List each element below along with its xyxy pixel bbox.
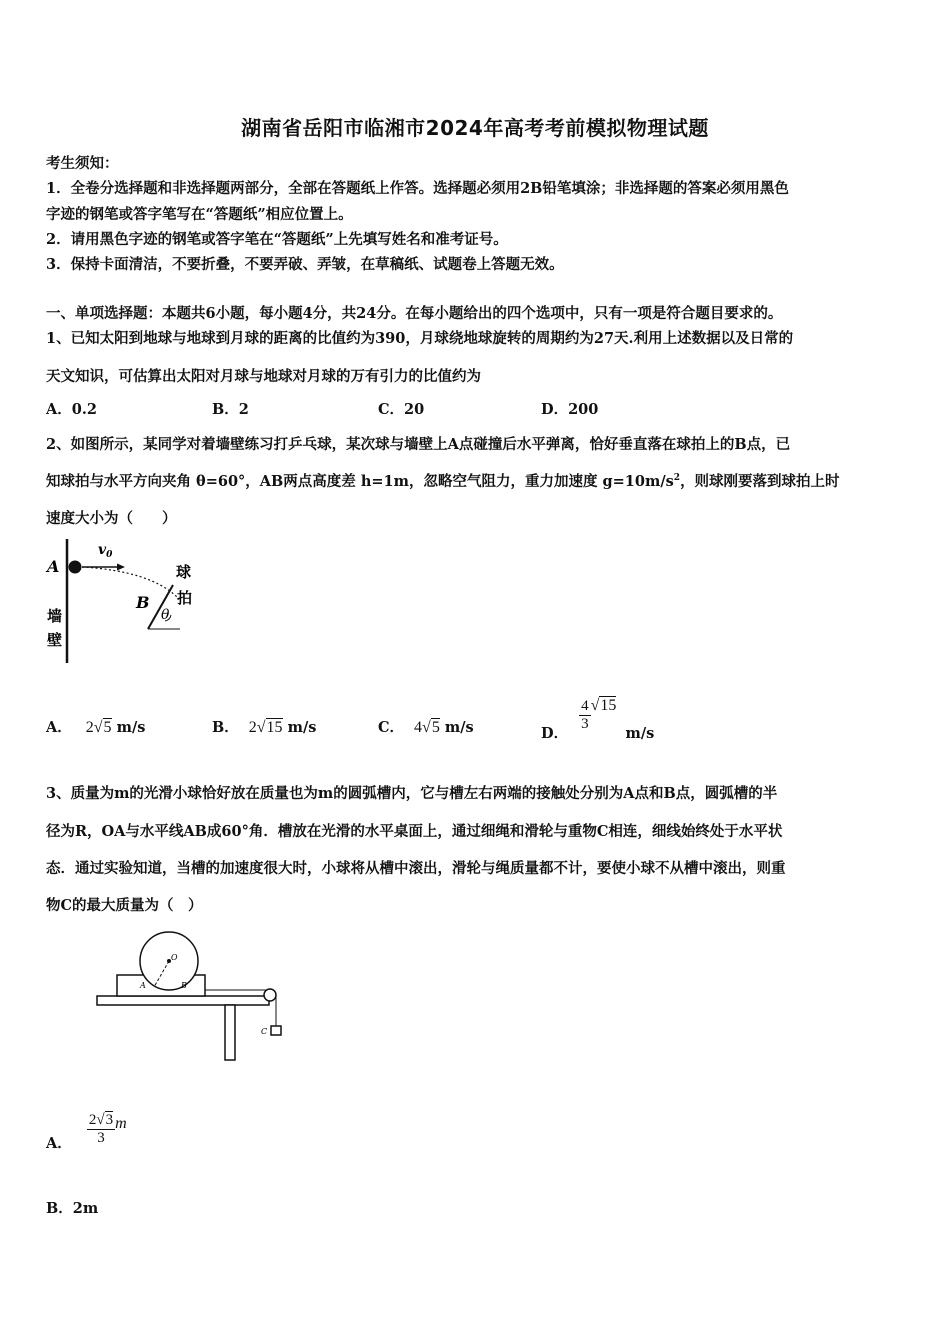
label-o: O: [171, 953, 178, 962]
q3-option-b: B．2m: [46, 1200, 99, 1217]
section-heading: 一、单项选择题：本题共6小题，每小题4分，共24分。在每小题给出的四个选项中，只有一项是符合题目要求的。: [46, 305, 783, 322]
q1-text: 天文知识，可估算出太阳对月球与地球对月球的万有引力的比值约为: [46, 368, 481, 385]
table-leg: [225, 1005, 235, 1060]
q3-text: 径为R，OA与水平线AB成60°角．槽放在光滑的水平桌面上，通过细绳和滑轮与重物C相连，细线始终处于水平状: [46, 823, 783, 840]
q2-text: 速度大小为（ ）: [46, 510, 177, 527]
q1-option-b: B．2: [212, 401, 249, 418]
page-title: 湖南省岳阳市临湘市2024年高考考前模拟物理试题: [241, 116, 709, 140]
label-wall: 墙: [47, 607, 63, 625]
table-top: [97, 996, 269, 1005]
q3-text: 物C的最大质量为（ ）: [46, 897, 203, 914]
label-racket: 拍: [177, 589, 193, 607]
q1-option-d: D．200: [541, 401, 599, 418]
label-wall: 壁: [47, 631, 63, 649]
q1-option-a: A．0.2: [46, 401, 97, 418]
label-b: B: [136, 593, 150, 612]
notice-item: 字迹的钢笔或答字笔写在“答题纸”相应位置上。: [46, 206, 353, 223]
label-b: B: [181, 981, 187, 990]
q1-option-c: C．20: [378, 401, 425, 418]
notice-item: 1．全卷分选择题和非选择题两部分，全部在答题纸上作答。选择题必须用2B铅笔填涂；非选择题的答案必须用黑色: [46, 180, 789, 197]
label-racket: 球: [176, 563, 192, 581]
q3-figure: [94, 930, 294, 1065]
label-v0: $v_0$: [98, 542, 113, 560]
q2-text: 知球拍与水平方向夹角 θ=60°，AB两点高度差 h=1m，忽略空气阻力，重力加速度 $g=10m/s^2$，则球刚要落到球拍上时: [46, 473, 840, 490]
notice-heading: 考生须知：: [46, 155, 119, 172]
notice-item: 2．请用黑色字迹的钢笔或答字笔在“答题纸”上先填写姓名和准考证号。: [46, 231, 508, 248]
label-a: A: [47, 557, 60, 576]
trajectory: [82, 567, 177, 597]
q3-text: 3、质量为m的光滑小球恰好放在质量也为m的圆弧槽内，它与槽左右两端的接触处分别为A点和B点，圆弧槽的半: [46, 785, 778, 802]
label-c: C: [261, 1027, 268, 1036]
q3-option-a: A． $\frac{2√3}{3}$ m: [46, 1112, 127, 1152]
q3-text: 态．通过实验知道，当槽的加速度很大时，小球将从槽中滚出，滑轮与绳质量都不计，要使小球不从槽中滚出，则重: [46, 860, 786, 877]
q2-option-b: B． 2√15 m/s: [212, 719, 317, 736]
label-theta: θ: [161, 607, 170, 623]
ball: [69, 561, 82, 574]
q2-option-c: C． 4√5 m/s: [378, 719, 474, 736]
q2-figure: [40, 535, 210, 667]
pulley: [264, 989, 276, 1001]
q2-option-d: D． $\frac{4}{3}$ √15 m/s: [541, 696, 655, 742]
q2-text: 2、如图所示，某同学对着墙壁练习打乒乓球，某次球与墙壁上A点碰撞后水平弹离，恰好垂直落在球拍上的B点，已: [46, 436, 791, 453]
label-a: A: [140, 981, 146, 990]
weight: [271, 1026, 281, 1035]
notice-item: 3．保持卡面清洁，不要折叠，不要弄破、弄皱，在草稿纸、试题卷上答题无效。: [46, 256, 564, 273]
q2-option-a: A． 2√5 m/s: [46, 719, 146, 736]
q1-text: 1、已知太阳到地球与地球到月球的距离的比值约为390，月球绕地球旋转的周期约为27天.利用上述数据以及日常的: [46, 330, 794, 347]
